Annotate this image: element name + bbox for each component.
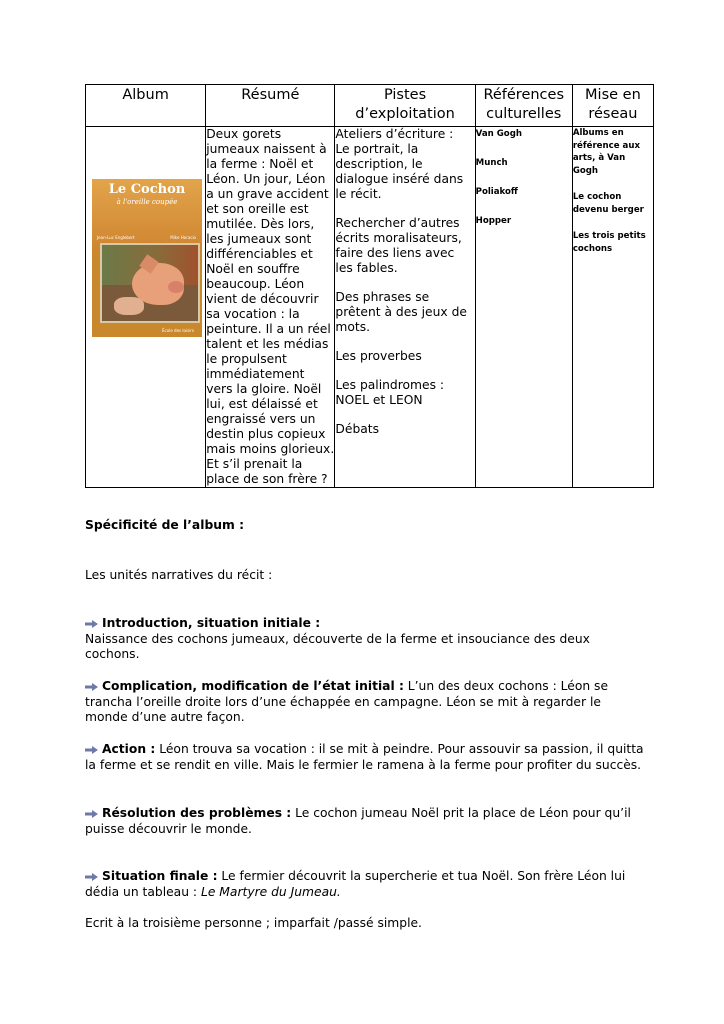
cover-title: Le Cochon xyxy=(108,182,186,197)
pistes-cell xyxy=(335,127,475,488)
resume-cell xyxy=(206,127,335,488)
pistes-debats: Débats xyxy=(335,422,380,436)
reseau-cell xyxy=(572,127,653,488)
resolution-text: Le cochon jumeau Noël prit la place de Léon pour qu’il puisse découvrir le monde. xyxy=(85,806,631,836)
references-cell xyxy=(475,127,572,488)
resolution-title: Résolution des problèmes : xyxy=(102,806,292,820)
cover-illustrator: Mike Horacio xyxy=(170,235,196,240)
reseau-item: Albums en référence aux arts, à Van Gogh xyxy=(572,128,641,176)
finale-text: Le fermier découvrit la supercherie et tua Noël. Son frère Léon lui dédia un tableau : xyxy=(85,869,626,899)
arrow-bullet-icon xyxy=(85,683,98,691)
reseau-item: Les trois petits cochons xyxy=(572,231,646,254)
arrow-bullet-icon xyxy=(85,620,98,628)
pistes-phrases: Des phrases se prêtent à des jeux de mots. xyxy=(335,290,467,334)
arrow-bullet-icon xyxy=(85,873,98,881)
section-action xyxy=(85,742,645,773)
section-introduction xyxy=(85,616,645,663)
section-complication xyxy=(85,679,645,726)
pistes-palindromes: Les palindromes : xyxy=(335,378,445,392)
action-text: Léon trouva sa vocation : il se mit à peindre. Pour assouvir sa passion, il quitta la ferme et se rendit en ville. Mais le fermier le ramena à la ferme pour profiter du succès. xyxy=(85,742,644,772)
section-resolution xyxy=(85,806,645,837)
header-resume: Résumé xyxy=(206,85,335,127)
header-references: Références culturelles xyxy=(475,85,572,127)
reference-item: Munch xyxy=(475,158,508,168)
cover-subtitle: à l'oreille coupée xyxy=(116,198,178,206)
unites-narratives-label: Les unités narratives du récit : xyxy=(85,568,273,582)
album-table xyxy=(85,84,654,488)
arrow-bullet-icon xyxy=(85,746,98,754)
cover-publisher: École des loisirs xyxy=(162,328,194,333)
action-title: Action : xyxy=(102,742,156,756)
intro-text: Naissance des cochons jumeaux, découverte de la ferme et insouciance des deux cochons. xyxy=(85,631,590,661)
finale-title: Situation finale : xyxy=(102,869,218,883)
table-row xyxy=(86,127,654,488)
album-cover-image xyxy=(92,179,202,337)
pistes-noel-leon: NOEL et LEON xyxy=(335,393,423,407)
header-album: Album xyxy=(86,85,206,127)
table-header-row xyxy=(86,85,654,127)
section-situation-finale xyxy=(85,869,645,900)
pistes-portrait: Le portrait, la description, le dialogue inséré dans le récit. xyxy=(335,142,464,201)
reference-item: Poliakoff xyxy=(475,187,518,197)
reference-item: Hopper xyxy=(475,216,512,226)
ecrit-note: Ecrit à la troisième personne ; imparfait /passé simple. xyxy=(85,916,422,930)
cover-author: Jean-Luc Englebert xyxy=(97,235,135,240)
reseau-item: Le cochon devenu berger xyxy=(572,192,644,215)
complication-text: L’un des deux cochons : Léon se trancha l’oreille droite lors d’une échappée en campagne. Léon se mit à regarder le monde d’une autre façon. xyxy=(85,679,609,724)
pistes-rechercher: Rechercher d’autres écrits moralisateurs, faire des liens avec les fables. xyxy=(335,216,462,275)
pistes-ateliers: Ateliers d’écriture : xyxy=(335,127,454,141)
header-mise-en-reseau: Mise en réseau xyxy=(572,85,653,127)
specificite-heading: Spécificité de l’album : xyxy=(85,518,245,532)
finale-tableau-title: Le Martyre du Jumeau. xyxy=(200,884,341,899)
intro-title: Introduction, situation initiale : xyxy=(102,616,321,630)
album-cover-cell xyxy=(86,127,206,488)
arrow-bullet-icon xyxy=(85,810,98,818)
pig-painting-illustration xyxy=(100,243,200,323)
complication-title: Complication, modification de l’état initial : xyxy=(102,679,404,693)
resume-text: Deux gorets jumeaux naissent à la ferme : Noël et Léon. Un jour, Léon a un grave accident et son oreille est mutilée. Dès lors, les jumeaux sont différenciables et Noël en souffre beaucoup. Léon vient de découvrir sa vocation : la peinture. Il a un réel talent et les médias le propulsent immédiatement vers la gloire. Noël lui, est délaissé et engraissé vers un destin plus copieux mais moins glorieux. Et s’il prenait la place de son frère ? xyxy=(206,127,335,486)
pistes-proverbes: Les proverbes xyxy=(335,349,422,363)
reference-item: Van Gogh xyxy=(475,129,522,139)
header-pistes: Pistes d’exploitation xyxy=(335,85,475,127)
